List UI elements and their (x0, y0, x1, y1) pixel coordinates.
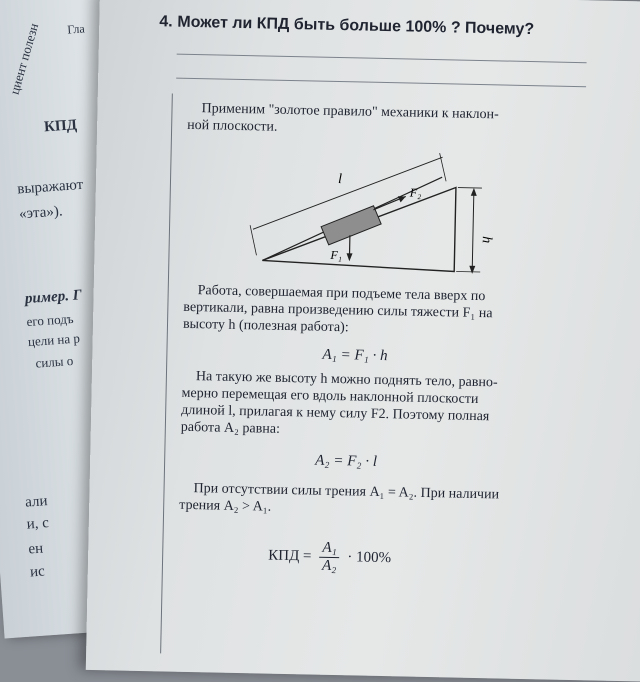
length-tick (249, 225, 257, 255)
left-page-line: ис (29, 563, 46, 581)
paragraph-2-line: На такую же высоту h можно поднять тело, равно- (195, 369, 498, 391)
intro-text: ной плоскости. (187, 117, 278, 135)
length-tick (439, 153, 447, 181)
efficiency-suffix: · 100% (347, 549, 392, 567)
length-label: l (337, 172, 343, 188)
paragraph-1-line: вертикали, равна произведению силы тяжести F₁ на (183, 299, 493, 322)
workbook-page (86, 0, 640, 682)
height-label: h (478, 235, 494, 244)
intro-text: Применим "золотое правило" механики к наклон- (201, 101, 499, 123)
left-page-line: «эта»). (18, 203, 64, 223)
paragraph-3-line: трения A₂ > A₁. (179, 497, 272, 515)
height-arrowhead-bottom (469, 266, 475, 274)
left-page-line: али (24, 493, 49, 511)
efficiency-numerator: A₁ (319, 540, 340, 558)
answer-line (176, 78, 586, 88)
formula-useful-work: A₁ = F₁ · h (322, 346, 388, 365)
left-page-line: ример. Г (24, 287, 83, 308)
inclined-plane-diagram (244, 145, 507, 280)
block (321, 205, 382, 246)
formula-total-work: A₂ = F₂ · l (315, 452, 378, 470)
answer-line (177, 54, 587, 64)
paragraph-3-line: При отсутствии силы трения A₁ = A₂. При наличии (193, 481, 500, 503)
paragraph-2-line: длиной l, прилагая к нему силу F2. Поэтому полная (181, 402, 490, 425)
left-page-line: циент полезн (6, 21, 42, 97)
efficiency-label: КПД = (268, 547, 312, 565)
left-page-line: Гла (66, 21, 86, 37)
left-page-line: его подъ (26, 310, 74, 330)
paragraph-1-line: Работа, совершаемая при подъеме тела вверх по (197, 283, 486, 305)
height-extension (456, 272, 480, 273)
left-page-line: ен (27, 540, 44, 558)
height-extension (458, 188, 482, 189)
question-text: Может ли КПД быть больше 100% ? Почему? (177, 13, 535, 39)
left-page-line: выражают (16, 176, 84, 198)
left-page-line: силы о (34, 353, 74, 371)
force2-label: F₂ (409, 185, 422, 200)
efficiency-denominator: A₂ (321, 557, 337, 575)
paragraph-1-line: высоту h (полезная работа): (182, 316, 349, 336)
left-page-line: КПД (43, 117, 78, 136)
paragraph-2-line: мерно перемещая его вдоль наклонной плоскости (181, 385, 479, 408)
efficiency-formula (268, 539, 392, 577)
height-arrowhead-top (471, 188, 477, 196)
force1-label: F₁ (330, 247, 343, 263)
question-number: 4. (159, 13, 173, 31)
height-dimension (472, 190, 474, 272)
left-page-line: цели на р (27, 330, 81, 350)
margin-line (160, 94, 173, 654)
paragraph-2-line: работа A₂ равна: (180, 419, 281, 437)
force1-arrowhead (346, 253, 352, 261)
left-page-line: и, с (26, 515, 50, 533)
efficiency-fraction (319, 540, 340, 575)
